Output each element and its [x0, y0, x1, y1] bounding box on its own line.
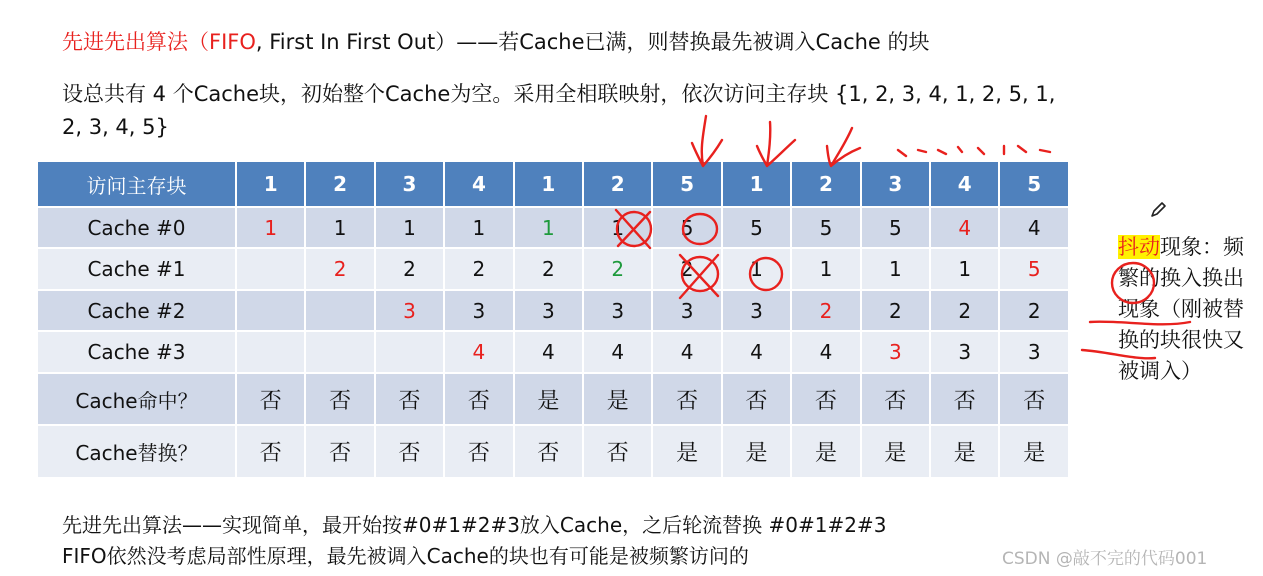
- table-cell: [305, 331, 374, 372]
- access-block-header: 5: [652, 162, 721, 207]
- access-block-header: 2: [791, 162, 860, 207]
- table-row: [38, 425, 1069, 478]
- table-cell: 4: [652, 331, 721, 372]
- access-block-header: 1: [236, 162, 305, 207]
- table-cell: 2: [652, 248, 721, 289]
- page-title: [62, 26, 930, 56]
- table-row: [38, 331, 1069, 372]
- table-cell: 4: [444, 331, 513, 372]
- table-cell: 2: [305, 248, 374, 289]
- table-cell: 否: [236, 373, 305, 426]
- table-cell: 2: [791, 290, 860, 331]
- access-block-header: 2: [305, 162, 374, 207]
- table-cell: 3: [375, 290, 444, 331]
- table-cell: 5: [722, 207, 791, 248]
- table-cell: 否: [652, 373, 721, 426]
- table-cell: [236, 290, 305, 331]
- table-cell: 2: [514, 248, 583, 289]
- table-cell: 1: [375, 207, 444, 248]
- table-cell: 1: [722, 248, 791, 289]
- row-label: Cache #1: [38, 248, 236, 289]
- table-cell: 3: [444, 290, 513, 331]
- table-cell: 1: [514, 207, 583, 248]
- pencil-icon: [1148, 200, 1168, 220]
- table-cell: [375, 331, 444, 372]
- table-cell: 1: [583, 207, 652, 248]
- table-cell: 3: [999, 331, 1069, 372]
- table-cell: 是: [514, 373, 583, 426]
- table-cell: 4: [930, 207, 999, 248]
- table-row: [38, 290, 1069, 331]
- row-label: Cache #3: [38, 331, 236, 372]
- dash-annotation: [898, 146, 1050, 156]
- table-cell: 否: [791, 373, 860, 426]
- table-cell: 是: [861, 425, 930, 478]
- table-cell: 否: [583, 425, 652, 478]
- table-cell: 是: [791, 425, 860, 478]
- table-cell: 否: [514, 425, 583, 478]
- table-cell: 否: [861, 373, 930, 426]
- table-cell: 5: [791, 207, 860, 248]
- table-cell: [236, 331, 305, 372]
- access-block-header: 5: [999, 162, 1069, 207]
- table-cell: 否: [375, 373, 444, 426]
- table-cell: 2: [375, 248, 444, 289]
- table-cell: 4: [514, 331, 583, 372]
- table-cell: 2: [930, 290, 999, 331]
- table-cell: 5: [652, 207, 721, 248]
- footer-notes: [62, 510, 886, 572]
- table-cell: 否: [236, 425, 305, 478]
- table-cell: 否: [999, 373, 1069, 426]
- table-cell: 3: [930, 331, 999, 372]
- table-cell: 2: [861, 290, 930, 331]
- table-row: [38, 207, 1069, 248]
- table-cell: 否: [305, 373, 374, 426]
- access-block-header: 4: [444, 162, 513, 207]
- table-cell: 否: [930, 373, 999, 426]
- table-cell: 3: [722, 290, 791, 331]
- row-label: Cache #0: [38, 207, 236, 248]
- access-block-header: 3: [375, 162, 444, 207]
- thrashing-note: [1118, 232, 1246, 387]
- table-cell: 1: [444, 207, 513, 248]
- table-cell: 否: [305, 425, 374, 478]
- access-block-header: 1: [722, 162, 791, 207]
- table-cell: 2: [583, 248, 652, 289]
- table-cell: 4: [722, 331, 791, 372]
- row-label: Cache替换？: [38, 425, 236, 478]
- table-cell: 3: [583, 290, 652, 331]
- table-cell: 是: [930, 425, 999, 478]
- table-cell: 4: [999, 207, 1069, 248]
- table-cell: [305, 290, 374, 331]
- table-cell: 否: [722, 373, 791, 426]
- access-block-header: 1: [514, 162, 583, 207]
- fifo-table: [38, 162, 1070, 479]
- table-row: [38, 373, 1069, 426]
- table-cell: 是: [999, 425, 1069, 478]
- cache-state-rows: [38, 207, 1069, 478]
- table-cell: 5: [861, 207, 930, 248]
- table-cell: 1: [861, 248, 930, 289]
- table-cell: 2: [444, 248, 513, 289]
- footer-line-1: 先进先出算法——实现简单，最开始按#0#1#2#3放入Cache，之后轮流替换 #0#1#2#3: [62, 513, 887, 537]
- problem-description: 设总共有 4 个Cache块，初始整个Cache为空。采用全相联映射，依次访问主存块 {1, 2, 3, 4, 1, 2, 5, 1, 2, 3, 4, 5}: [62, 82, 1056, 139]
- row-label: Cache命中？: [38, 373, 236, 426]
- access-block-header: 2: [583, 162, 652, 207]
- table-cell: 是: [722, 425, 791, 478]
- table-cell: 否: [375, 425, 444, 478]
- table-cell: 3: [652, 290, 721, 331]
- table-cell: 4: [583, 331, 652, 372]
- table-cell: 1: [305, 207, 374, 248]
- table-cell: 否: [444, 373, 513, 426]
- table-cell: 1: [791, 248, 860, 289]
- access-block-header: 3: [861, 162, 930, 207]
- table-cell: 3: [514, 290, 583, 331]
- access-block-header: 4: [930, 162, 999, 207]
- table-cell: 否: [444, 425, 513, 478]
- table-cell: 4: [791, 331, 860, 372]
- table-cell: 5: [999, 248, 1069, 289]
- title-red-part: 先进先出算法（FIFO: [62, 30, 256, 54]
- table-cell: 是: [583, 373, 652, 426]
- row-label: Cache #2: [38, 290, 236, 331]
- table-cell: [236, 248, 305, 289]
- table-cell: 1: [930, 248, 999, 289]
- footer-line-2: FIFO依然没考虑局部性原理，最先被调入Cache的块也有可能是被频繁访问的: [62, 544, 749, 568]
- table-cell: 3: [861, 331, 930, 372]
- title-rest: , First In First Out）——若Cache已满，则替换最先被调入Cache 的块: [255, 30, 930, 54]
- table-cell: 2: [999, 290, 1069, 331]
- table-row: [38, 248, 1069, 289]
- access-header-label: 访问主存块: [38, 162, 236, 207]
- table-cell: 1: [236, 207, 305, 248]
- access-sequence-row: [38, 162, 1069, 207]
- watermark: CSDN @敲不完的代码001: [1002, 549, 1208, 569]
- table-cell: 是: [652, 425, 721, 478]
- thrashing-note-text: 现象：频繁的换入换出现象（刚被替换的块很快又被调入）: [1118, 235, 1244, 383]
- thrashing-highlight: 抖动: [1118, 235, 1160, 259]
